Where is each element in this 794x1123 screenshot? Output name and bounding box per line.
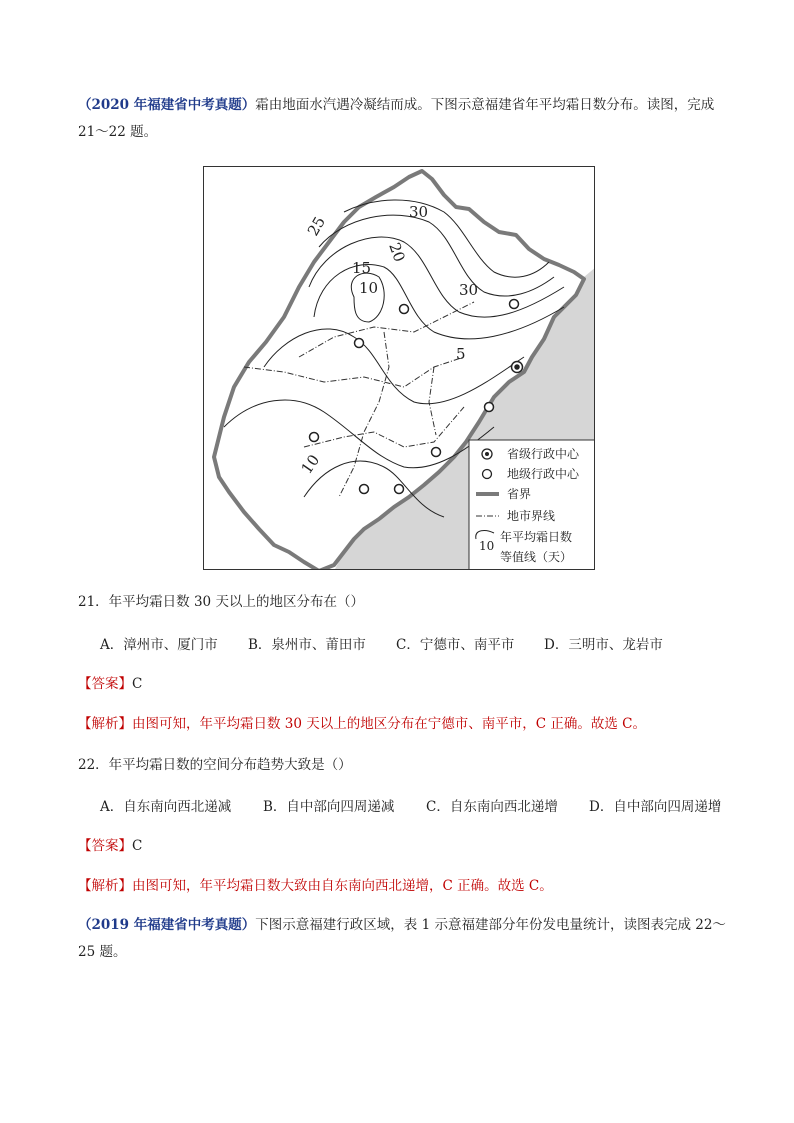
prefecture-center-marker [355, 339, 364, 348]
q21-option-a: A．漳州市、厦门市 [100, 637, 218, 653]
intro-text-2020-line2: 21～22 题。 [78, 124, 158, 140]
question-21-options [100, 633, 740, 653]
q21-analysis-line [78, 714, 646, 734]
q21-answer-tag: 【答案】 [78, 676, 132, 692]
prefecture-center-marker [432, 448, 441, 457]
map-svg [204, 167, 595, 570]
provincial-center-dot [515, 365, 519, 369]
q21-answer-line [78, 674, 142, 694]
q22-option-a: A．自东南向西北递减 [100, 799, 232, 815]
question-22-options [100, 795, 740, 815]
contour-label-10-south: 10 [297, 451, 324, 478]
q21-option-d: D．三明市、龙岩市 [544, 637, 663, 653]
intro-paragraph-2020 [78, 92, 730, 146]
legend-province-border-label: 省界 [507, 487, 532, 501]
q22-answer-tag: 【答案】 [78, 838, 132, 854]
contour-label-20: 20 [385, 240, 409, 265]
contour-label-30-east: 30 [459, 281, 479, 299]
q21-answer-value: C [132, 676, 143, 692]
source-label-2020: （2020 年福建省中考真题） [78, 97, 256, 113]
prefecture-center-marker [485, 403, 494, 412]
prefecture-center-marker [310, 433, 319, 442]
q22-answer-value: C [132, 838, 143, 854]
q21-analysis-text: 由图可知，年平均霜日数 30 天以上的地区分布在宁德市、南平市，C 正确。故选 C。 [132, 716, 647, 732]
contour-label-30-north: 30 [409, 203, 429, 221]
q21-option-b: B．泉州市、莆田市 [248, 637, 366, 653]
frost-days-map [203, 166, 595, 570]
prefecture-center-marker [360, 485, 369, 494]
legend-prefecture-label: 地级行政中心 [507, 467, 580, 481]
intro-text-2020-line1: 霜由地面水汽遇冷凝结而成。下图示意福建省年平均霜日数分布。读图，完成 [255, 97, 715, 113]
q22-answer-line [78, 836, 142, 856]
contour-label-10-north: 10 [359, 279, 379, 297]
source-label-2019: （2019 年福建省中考真题） [78, 917, 256, 933]
question-21-stem: 21．年平均霜日数 30 天以上的地区分布在（） [78, 594, 364, 610]
legend-isoline-label-line1: 年平均霜日数 [500, 530, 573, 544]
contour-label-15: 15 [352, 259, 372, 277]
q22-analysis-text: 由图可知，年平均霜日数大致由自东南向西北递增，C 正确。故选 C。 [132, 878, 553, 894]
legend-city-border-label: 地市界线 [507, 509, 556, 523]
intro-text-2019-line1: 下图示意福建行政区域，表 1 示意福建部分年份发电量统计，读图表完成 22～ [255, 917, 726, 933]
q22-option-b: B．自中部向四周递减 [263, 799, 395, 815]
q22-option-d: D．自中部向四周递增 [589, 799, 722, 815]
prefecture-center-marker [395, 485, 404, 494]
intro-text-2019-line2: 25 题。 [78, 944, 127, 960]
prefecture-center-marker [510, 300, 519, 309]
legend-provincial-label: 省级行政中心 [507, 447, 580, 461]
contour-label-25: 25 [303, 213, 330, 239]
contour-label-5: 5 [456, 345, 466, 363]
q22-option-c: C．自东南向西北递增 [426, 799, 558, 815]
intro-paragraph-2019 [78, 912, 730, 966]
q21-option-c: C．宁德市、南平市 [396, 637, 515, 653]
legend-isoline-label-line2: 等值线（天） [500, 550, 573, 564]
q21-analysis-tag: 【解析】 [78, 716, 132, 732]
q22-analysis-tag: 【解析】 [78, 878, 132, 894]
legend-isoline-value: 10 [479, 539, 495, 553]
legend-prefecture-icon [483, 470, 492, 479]
question-22-stem: 22．年平均霜日数的空间分布趋势大致是（） [78, 757, 352, 773]
q22-analysis-line [78, 876, 553, 896]
prefecture-center-marker [400, 305, 409, 314]
map-legend [469, 440, 595, 570]
